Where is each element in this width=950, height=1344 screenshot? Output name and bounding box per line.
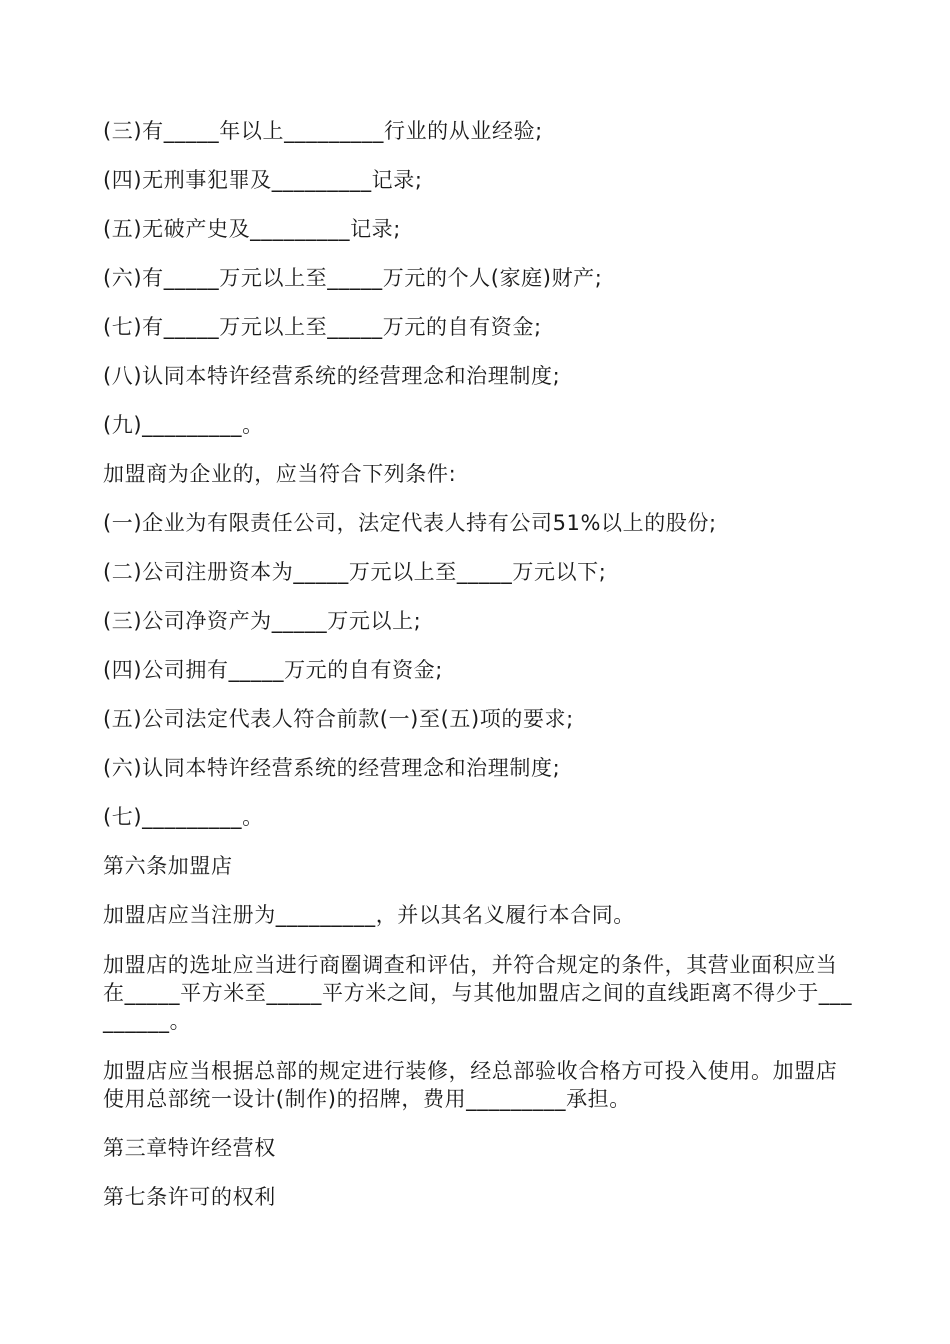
- enterprise-clause-five: (五)公司法定代表人符合前款(一)至(五)项的要求;: [103, 707, 574, 731]
- enterprise-clause-one: (一)企业为有限责任公司，法定代表人持有公司51%以上的股份;: [103, 511, 717, 535]
- enterprise-clause-three: (三)公司净资产为_____万元以上;: [103, 609, 422, 633]
- enterprise-conditions-heading: 加盟商为企业的，应当符合下列条件:: [103, 462, 457, 486]
- clause-eight-agree-philosophy: (八)认同本特许经营系统的经营理念和治理制度;: [103, 364, 561, 388]
- store-location-paragraph: 加盟店的选址应当进行商圈调查和评估，并符合规定的条件，其营业面积应当在_____平方米至_____平方米之间，与其他加盟店之间的直线距离不得少于_________。: [103, 953, 853, 1033]
- article-seven-heading: 第七条许可的权利: [103, 1185, 276, 1209]
- clause-seven-own-funds: (七)有_____万元以上至_____万元的自有资金;: [103, 315, 542, 339]
- article-six-heading: 第六条加盟店: [103, 854, 233, 878]
- document-body: [103, 118, 855, 1233]
- store-decoration-paragraph: 加盟店应当根据总部的规定进行装修，经总部验收合格方可投入使用。加盟店使用总部统一设计(制作)的招牌，费用_________承担。: [103, 1059, 838, 1111]
- clause-six-personal-assets: (六)有_____万元以上至_____万元的个人(家庭)财产;: [103, 266, 603, 290]
- clause-five-no-bankruptcy: (五)无破产史及_________记录;: [103, 217, 401, 241]
- enterprise-clause-two: (二)公司注册资本为_____万元以上至_____万元以下;: [103, 560, 607, 584]
- enterprise-clause-four: (四)公司拥有_____万元的自有资金;: [103, 658, 443, 682]
- chapter-three-heading: 第三章特许经营权: [103, 1136, 276, 1160]
- clause-nine-blank: (九)_________。: [103, 413, 264, 437]
- clause-four-no-criminal-record: (四)无刑事犯罪及_________记录;: [103, 168, 423, 192]
- enterprise-clause-six: (六)认同本特许经营系统的经营理念和治理制度;: [103, 756, 561, 780]
- clause-three-experience: (三)有_____年以上_________行业的从业经验;: [103, 119, 543, 143]
- store-registration-paragraph: 加盟店应当注册为_________，并以其名义履行本合同。: [103, 903, 635, 927]
- enterprise-clause-seven: (七)_________。: [103, 805, 264, 829]
